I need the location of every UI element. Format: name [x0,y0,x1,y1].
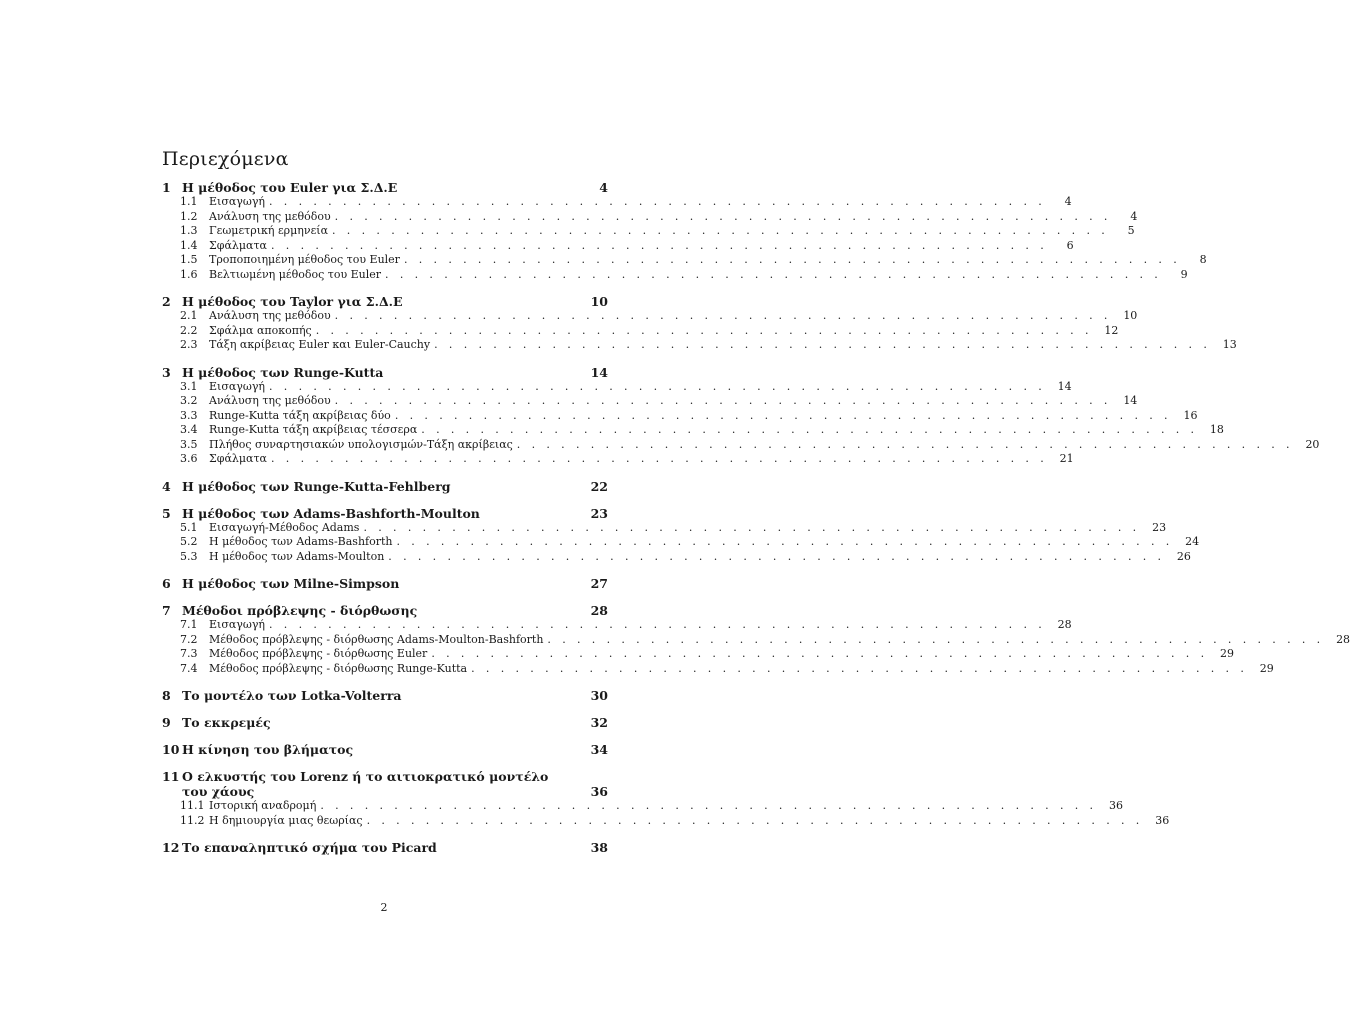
section-page-number: 16 [1183,408,1198,422]
chapter-number: 7 [162,603,171,618]
page-number: 2 [380,901,388,914]
page-title: Περιεχόμενα [162,148,289,170]
dot-leader: . . . . . . . . . . . . . . . . . . . . . . . . . . . . . . . . . . . . . . . . . . . . . . . . . . . . . [385,267,1162,281]
chapter-title: Η μέθοδος των Runge-Kutta [182,364,384,380]
section-title: Σφάλμα αποκοπής [209,323,312,337]
section-page-number: 20 [1305,437,1320,451]
toc-section-entry[interactable] [162,408,1198,424]
chapter-number: 2 [162,294,171,309]
section-number: 11.1 [180,799,205,812]
toc-section-entry[interactable] [162,224,1135,239]
toc-section-entry[interactable] [162,195,1072,210]
section-title: Σφάλματα [209,238,267,252]
section-number: 3.3 [180,408,198,422]
section-page-number: 23 [1152,520,1167,534]
toc-section-entry[interactable] [162,338,1237,353]
dot-leader: . . . . . . . . . . . . . . . . . . . . . . . . . . . . . . . . . . . . . . . . . . . . . . . . . . . . . [269,379,1046,393]
chapter-spacer [162,703,608,715]
chapter-number: 4 [162,478,171,494]
section-title: Η μέθοδος των Adams-Bashforth [209,535,393,548]
toc-section-entry[interactable] [162,437,1320,453]
chapter-spacer [162,591,608,603]
section-title: Η δημιουργία μιας θεωρίας [209,813,363,827]
toc-chapter [162,603,1350,676]
toc-chapter [162,505,1200,565]
chapter-spacer [162,494,608,506]
section-page-number: 8 [1199,253,1207,266]
section-page-number: 5 [1127,224,1135,237]
toc-section-entry[interactable] [162,647,1234,662]
dot-leader: . . . . . . . . . . . . . . . . . . . . . . . . . . . . . . . . . . . . . . . . . . . . . . . . . . . . . [334,394,1112,407]
section-page-number: 29 [1259,661,1274,675]
chapter-number: 6 [162,576,171,591]
toc-chapter-entry[interactable] [162,742,608,757]
section-title: Runge-Kutta τάξη ακρίβειας δύο [209,408,391,422]
toc-chapter [162,769,1170,828]
dot-leader: . . . . . . . . . . . . . . . . . . . . . . . . . . . . . . . . . . . . . . . . . . . . . . . . . . . . . [366,813,1144,827]
section-page-number: 14 [1057,379,1072,393]
chapter-page-number: 34 [590,742,608,757]
dot-leader: . . . . . . . . . . . . . . . . . . . . . . . . . . . . . . . . . . . . . . . . . . . . . . . . . . . . . [394,408,1172,422]
chapter-title: Μέθοδοι πρόβλεψης - διόρθωσης [182,603,418,618]
toc-section-entry[interactable] [162,323,1119,339]
section-title: Βελτιωμένη μέθοδος του Euler [209,267,382,281]
section-title: Εισαγωγή [209,379,265,393]
section-number: 3.6 [180,452,198,465]
chapter-title: Το μοντέλο των Lotka-Volterra [182,688,402,703]
section-page-number: 4 [1130,209,1138,223]
chapter-spacer [162,467,608,479]
dot-leader: . . . . . . . . . . . . . . . . . . . . . . . . . . . . . . . . . . . . . . . . . . . . . . . . . . . . . [471,661,1248,675]
toc-chapter-entry[interactable] [162,294,608,309]
toc-section-entry[interactable] [162,632,1350,648]
dot-leader: . . . . . . . . . . . . . . . . . . . . . . . . . . . . . . . . . . . . . . . . . . . . . . . . . . . . . [434,338,1211,351]
section-title: Μέθοδος πρόβλεψης - διόρθωσης Runge-Kutta [209,661,468,675]
section-page-number: 21 [1059,452,1074,465]
section-number: 7.1 [180,618,198,631]
toc-section-entry[interactable] [162,799,1123,814]
dot-leader: . . . . . . . . . . . . . . . . . . . . . . . . . . . . . . . . . . . . . . . . . . . . . . . . . . . . . [388,549,1165,563]
toc-section-entry[interactable] [162,379,1072,395]
section-number: 2.1 [180,309,198,322]
dot-leader: . . . . . . . . . . . . . . . . . . . . . . . . . . . . . . . . . . . . . . . . . . . . . . . . . . . . . [269,195,1046,208]
chapter-title: Η μέθοδος των Adams-Bashforth-Moulton [182,505,480,521]
chapter-page-number: 32 [590,715,608,730]
chapter-title: Η μέθοδος του Euler για Σ.Δ.Ε [182,180,398,195]
chapter-page-number: 38 [590,840,608,855]
section-page-number: 10 [1123,309,1138,322]
section-page-number: 36 [1108,799,1123,812]
section-title: Ιστορική αναδρομή [209,799,317,812]
chapter-number: 12 [162,840,180,855]
toc-section-entry[interactable] [162,238,1074,254]
chapter-page-number: 10 [590,294,608,309]
section-number: 7.3 [180,647,198,660]
section-page-number: 4 [1064,195,1072,208]
chapter-page-number: 27 [590,576,608,591]
dot-leader: . . . . . . . . . . . . . . . . . . . . . . . . . . . . . . . . . . . . . . . . . . . . . . . . . . . . . [421,423,1198,436]
section-title: Εισαγωγή [209,195,265,208]
section-page-number: 14 [1123,394,1138,407]
toc-section-entry[interactable] [162,394,1138,409]
dot-leader: . . . . . . . . . . . . . . . . . . . . . . . . . . . . . . . . . . . . . . . . . . . . . . . . . . . . . [269,618,1046,631]
chapter-title: Η μέθοδος του Taylor για Σ.Δ.Ε [182,294,403,309]
section-page-number: 24 [1185,535,1200,548]
section-number: 1.6 [180,267,198,281]
chapter-page-number: 30 [590,688,608,703]
toc-chapter [162,180,1207,282]
toc-section-entry[interactable] [162,452,1074,467]
section-page-number: 26 [1176,549,1191,563]
toc-section-entry[interactable] [162,520,1167,536]
toc-chapter [162,688,608,703]
toc-section-entry[interactable] [162,549,1191,565]
dot-leader: . . . . . . . . . . . . . . . . . . . . . . . . . . . . . . . . . . . . . . . . . . . . . . . . . . . . . [547,632,1325,646]
toc-chapter-entry[interactable] [162,479,608,494]
section-title: Πλήθος συναρτησιακών υπολογισμών-Τάξη ακρίβειας [209,437,513,451]
chapter-page-number: 4 [599,180,608,195]
section-number: 5.1 [180,520,198,534]
dot-leader: . . . . . . . . . . . . . . . . . . . . . . . . . . . . . . . . . . . . . . . . . . . . . . . . . . . . . [403,253,1181,266]
toc-section-entry[interactable] [162,253,1207,268]
chapter-number: 10 [162,742,180,757]
chapter-number: 8 [162,688,171,703]
section-number: 3.2 [180,394,198,407]
section-number: 1.2 [180,209,198,223]
toc-section-entry[interactable] [162,813,1170,829]
chapter-title: Η κίνηση του βλήματος [182,742,354,757]
section-title: Μέθοδος πρόβλεψης - διόρθωσης Euler [209,647,428,660]
chapter-spacer [162,564,608,576]
dot-leader: . . . . . . . . . . . . . . . . . . . . . . . . . . . . . . . . . . . . . . . . . . . . . . . . . . . . . [332,224,1109,237]
toc-chapter-entry[interactable] [162,840,608,855]
section-page-number: 36 [1155,813,1170,827]
section-title: Τάξη ακρίβειας Euler και Euler-Cauchy [209,338,431,351]
chapter-number: 1 [162,180,171,195]
toc-chapter-entry[interactable] [162,769,608,799]
dot-leader: . . . . . . . . . . . . . . . . . . . . . . . . . . . . . . . . . . . . . . . . . . . . . . . . . . . . . [334,309,1112,322]
toc-chapter [162,364,1320,467]
section-title: Ανάλυση της μεθόδου [209,209,331,223]
section-number: 5.2 [180,535,198,548]
chapter-page-number: 36 [590,784,608,799]
section-title: Η μέθοδος των Adams-Moulton [209,549,385,563]
chapter-title: Το επαναληπτικό σχήμα του Picard [182,840,437,855]
chapter-number: 11 [162,769,180,784]
section-page-number: 28 [1057,618,1072,631]
toc-chapter [162,576,608,591]
dot-leader: . . . . . . . . . . . . . . . . . . . . . . . . . . . . . . . . . . . . . . . . . . . . . . . . . . . . . [516,437,1294,451]
toc-section-entry[interactable] [162,309,1138,324]
section-number: 1.5 [180,253,198,266]
chapter-number: 3 [162,364,171,380]
toc-chapter [162,479,608,494]
section-title: Γεωμετρική ερμηνεία [209,224,329,237]
section-number: 1.3 [180,224,198,237]
toc-chapter [162,840,608,855]
chapter-spacer [162,282,608,294]
toc-section-entry[interactable] [162,661,1274,677]
section-page-number: 29 [1219,647,1234,660]
section-number: 11.2 [180,813,205,827]
toc-chapter-entry[interactable] [162,715,608,730]
chapter-page-number: 23 [590,505,608,521]
toc-chapter-entry[interactable] [162,180,608,195]
section-title: Τροποποιημένη μέθοδος του Euler [209,253,400,266]
dot-leader: . . . . . . . . . . . . . . . . . . . . . . . . . . . . . . . . . . . . . . . . . . . . . . . . . . . . . [315,323,1093,337]
section-number: 5.3 [180,549,198,563]
chapter-page-number: 14 [590,364,608,380]
section-page-number: 13 [1222,338,1237,351]
chapter-spacer [162,828,608,840]
toc-chapter [162,294,1237,353]
section-title: Ανάλυση της μεθόδου [209,309,331,322]
section-number: 7.4 [180,661,198,675]
section-number: 3.5 [180,437,198,451]
dot-leader: . . . . . . . . . . . . . . . . . . . . . . . . . . . . . . . . . . . . . . . . . . . . . . . . . . . . . [270,238,1048,252]
chapter-page-number: 22 [590,478,608,494]
chapter-title: Το εκκρεμές [182,715,271,730]
section-number: 1.4 [180,238,198,252]
chapter-page-number: 28 [590,603,608,618]
section-title: Εισαγωγή-Μέθοδος Adams [209,520,360,534]
chapter-title: Η μέθοδος των Runge-Kutta-Fehlberg [182,478,451,494]
section-number: 2.2 [180,323,198,337]
toc-chapter-entry[interactable] [162,365,608,380]
toc-chapter-entry[interactable] [162,506,608,521]
section-number: 1.1 [180,195,198,208]
chapter-number: 9 [162,715,171,730]
dot-leader: . . . . . . . . . . . . . . . . . . . . . . . . . . . . . . . . . . . . . . . . . . . . . . . . . . . . . [270,452,1048,465]
section-page-number: 6 [1066,238,1074,252]
chapter-title: Η μέθοδος των Milne-Simpson [182,576,400,591]
section-number: 2.3 [180,338,198,351]
toc-section-entry[interactable] [162,209,1138,225]
section-page-number: 28 [1336,632,1350,646]
toc-chapter [162,715,608,730]
section-title: Runge-Kutta τάξη ακρίβειας τέσσερα [209,423,418,436]
dot-leader: . . . . . . . . . . . . . . . . . . . . . . . . . . . . . . . . . . . . . . . . . . . . . . . . . . . . . [334,209,1112,223]
dot-leader: . . . . . . . . . . . . . . . . . . . . . . . . . . . . . . . . . . . . . . . . . . . . . . . . . . . . . [320,799,1097,812]
table-of-contents [162,180,1350,855]
toc-section-entry[interactable] [162,423,1224,438]
chapter-spacer [162,730,608,742]
section-number: 3.4 [180,423,198,436]
section-title: Σφάλματα [209,452,267,465]
section-title: Μέθοδος πρόβλεψης - διόρθωσης Adams-Moulton-Bashforth [209,632,544,646]
chapter-number: 5 [162,505,171,521]
toc-chapter [162,742,608,757]
chapter-title: Ο ελκυστής του Lorenz ή το αιτιοκρατικό μοντέλο του χάους [182,769,549,799]
section-title: Εισαγωγή [209,618,265,631]
toc-section-entry[interactable] [162,267,1188,283]
toc-section-entry[interactable] [162,535,1200,550]
section-page-number: 12 [1104,323,1119,337]
dot-leader: . . . . . . . . . . . . . . . . . . . . . . . . . . . . . . . . . . . . . . . . . . . . . . . . . . . . . [363,520,1141,534]
dot-leader: . . . . . . . . . . . . . . . . . . . . . . . . . . . . . . . . . . . . . . . . . . . . . . . . . . . . . [396,535,1174,548]
section-number: 7.2 [180,632,198,646]
section-page-number: 18 [1209,423,1224,436]
dot-leader: . . . . . . . . . . . . . . . . . . . . . . . . . . . . . . . . . . . . . . . . . . . . . . . . . . . . . [431,647,1208,660]
toc-chapter-entry[interactable] [162,576,608,591]
section-number: 3.1 [180,379,198,393]
toc-chapter-entry[interactable] [162,603,608,618]
section-title: Ανάλυση της μεθόδου [209,394,331,407]
chapter-spacer [162,676,608,688]
section-page-number: 9 [1180,267,1188,281]
toc-chapter-entry[interactable] [162,688,608,703]
toc-section-entry[interactable] [162,618,1072,633]
chapter-spacer [162,757,608,769]
chapter-spacer [162,353,608,365]
